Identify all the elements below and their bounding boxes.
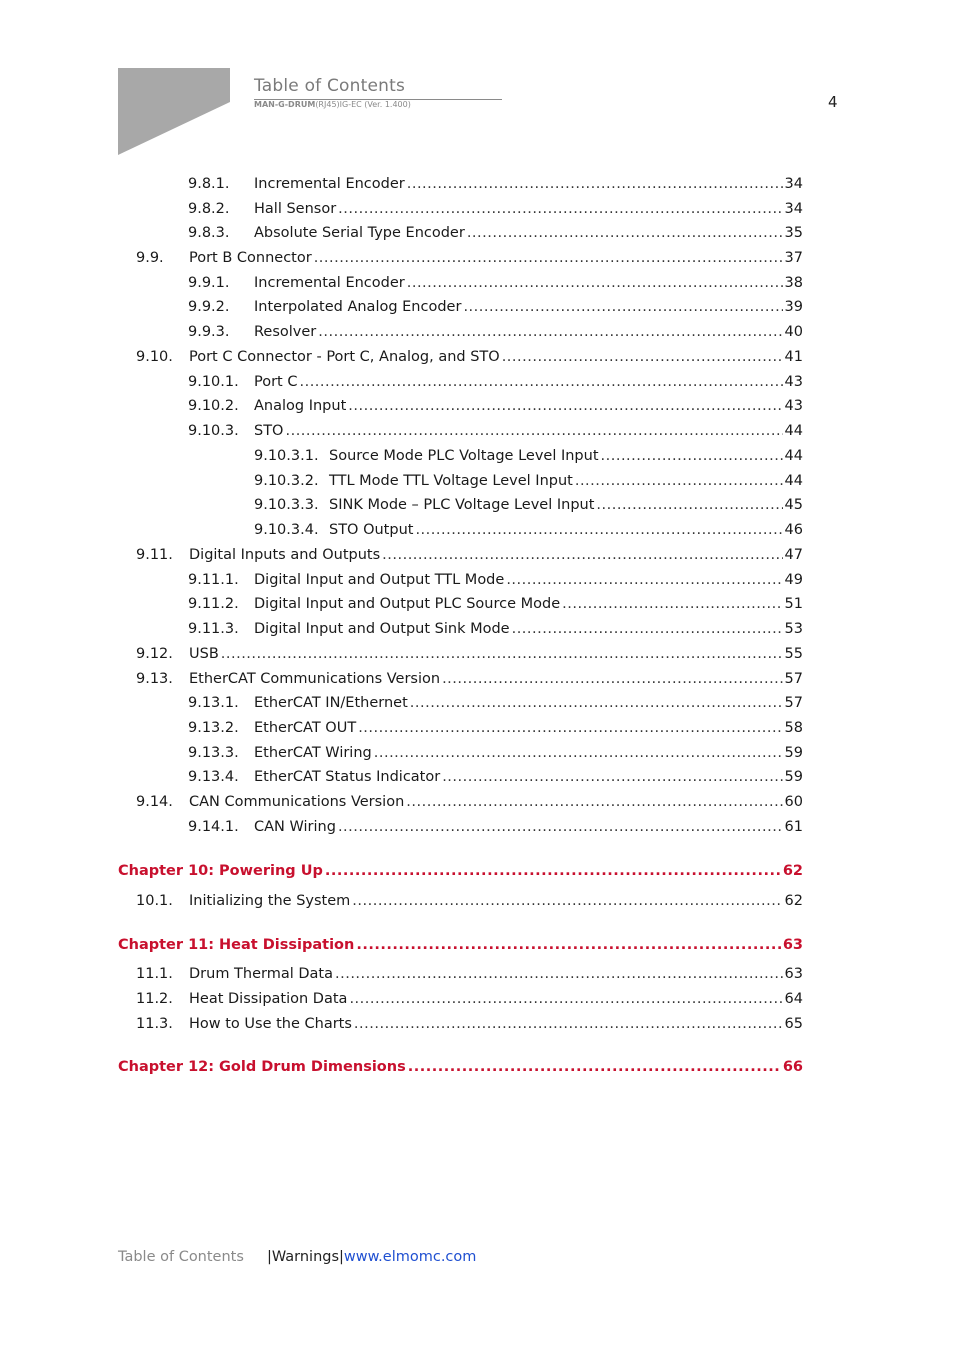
dot-leader	[338, 817, 783, 837]
toc-entry-label: Analog Input	[254, 398, 347, 414]
toc-entry-page: 59	[784, 745, 803, 761]
toc-entry-label: Digital Input and Output Sink Mode	[254, 621, 510, 637]
dot-leader	[406, 792, 782, 812]
dot-leader	[506, 570, 782, 590]
dot-leader	[407, 174, 783, 194]
toc-entry-number: 11.2.	[136, 991, 173, 1007]
toc-entry-number: 9.10.3.2.	[254, 473, 319, 489]
dot-leader	[348, 396, 782, 416]
toc-entry-page: 35	[784, 225, 803, 241]
toc-entry[interactable]	[136, 347, 803, 367]
dot-leader	[562, 594, 782, 614]
toc-entry-number: 9.13.	[136, 671, 173, 687]
toc-entry-label: Interpolated Analog Encoder	[254, 299, 462, 315]
toc-entry-label: Digital Inputs and Outputs	[189, 547, 381, 563]
toc-entry[interactable]	[188, 693, 803, 713]
dot-leader	[463, 297, 782, 317]
dot-leader	[349, 989, 782, 1009]
toc-entry-page: 62	[784, 893, 803, 909]
toc-entry-number: 9.8.1.	[188, 176, 230, 192]
toc-entry-page: 60	[784, 794, 803, 810]
dot-leader	[352, 891, 782, 911]
dot-leader	[502, 347, 783, 367]
dot-leader	[335, 964, 783, 984]
toc-entry-label: CAN Communications Version	[189, 794, 405, 810]
company-logo	[118, 68, 230, 155]
toc-entry-page: 37	[784, 250, 803, 266]
toc-entry-page: 44	[784, 423, 803, 439]
toc-entry-label: STO Output	[329, 522, 414, 538]
toc-entry-number: Chapter 12:	[118, 1059, 215, 1075]
toc-entry-label: SINK Mode – PLC Voltage Level Input	[329, 497, 595, 513]
toc-entry[interactable]	[188, 174, 803, 194]
dot-leader	[356, 935, 780, 955]
toc-entry-page: 64	[784, 991, 803, 1007]
dot-leader	[318, 322, 782, 342]
toc-entry-label: STO	[254, 423, 284, 439]
toc-entry-page: 45	[784, 497, 803, 513]
toc-chapter-entry[interactable]	[118, 935, 803, 955]
toc-entry[interactable]	[188, 817, 803, 837]
dot-leader	[442, 767, 782, 787]
toc-entry-label: CAN Wiring	[254, 819, 336, 835]
dot-leader	[408, 1057, 781, 1077]
toc-entry-page: 62	[782, 863, 803, 879]
toc-entry-label: Initializing the System	[189, 893, 351, 909]
page-number: 4	[828, 93, 838, 111]
toc-entry[interactable]	[254, 520, 803, 540]
toc-entry-number: 11.3.	[136, 1016, 173, 1032]
toc-entry-label: Port B Connector	[189, 250, 312, 266]
toc-entry-page: 53	[784, 621, 803, 637]
dot-leader	[221, 644, 783, 664]
toc-entry[interactable]	[188, 718, 803, 738]
header-doc-code	[254, 100, 411, 109]
toc-entry[interactable]	[188, 297, 803, 317]
toc-entry-number: Chapter 11:	[118, 937, 215, 953]
toc-entry[interactable]	[136, 248, 803, 268]
toc-entry-label: Heat Dissipation	[219, 937, 355, 953]
toc-entry-label: Powering Up	[219, 863, 323, 879]
toc-entry-label: Hall Sensor	[254, 201, 337, 217]
doc-code-bold: MAN-G-DRUM	[254, 100, 316, 109]
toc-entry-number: 9.12.	[136, 646, 173, 662]
toc-entry-number: 9.11.2.	[188, 596, 239, 612]
toc-entry-number: 9.10.2.	[188, 398, 239, 414]
toc-entry-number: 9.14.	[136, 794, 173, 810]
dot-leader	[467, 223, 783, 243]
toc-entry-page: 58	[784, 720, 803, 736]
toc-entry-number: 9.13.1.	[188, 695, 239, 711]
toc-entry[interactable]	[254, 495, 803, 515]
toc-entry-page: 44	[784, 473, 803, 489]
toc-entry-page: 59	[784, 769, 803, 785]
toc-entry-page: 61	[784, 819, 803, 835]
toc-entry-number: 10.1.	[136, 893, 173, 909]
dot-leader	[596, 495, 782, 515]
dot-leader	[374, 743, 783, 763]
footer-section: Table of Contents	[118, 1249, 244, 1265]
toc-entry[interactable]	[188, 619, 803, 639]
dot-leader	[314, 248, 783, 268]
toc-entry-label: Heat Dissipation Data	[189, 991, 348, 1007]
toc-entry[interactable]	[188, 570, 803, 590]
toc-entry[interactable]	[188, 199, 803, 219]
toc-entry-page: 46	[784, 522, 803, 538]
toc-entry[interactable]	[136, 669, 803, 689]
toc-entry-page: 40	[784, 324, 803, 340]
dot-leader	[575, 471, 783, 491]
toc-entry-number: 9.8.3.	[188, 225, 230, 241]
toc-entry-number: 9.14.1.	[188, 819, 239, 835]
toc-entry-number: 11.1.	[136, 966, 173, 982]
toc-entry-number: 9.13.2.	[188, 720, 239, 736]
toc-entry[interactable]	[188, 396, 803, 416]
toc-entry-label: Absolute Serial Type Encoder	[254, 225, 465, 241]
toc-entry-label: Incremental Encoder	[254, 176, 405, 192]
toc-entry-page: 39	[784, 299, 803, 315]
toc-entry-page: 43	[784, 398, 803, 414]
toc-entry[interactable]	[188, 767, 803, 787]
dot-leader	[601, 446, 783, 466]
toc-entry-label: Gold Drum Dimensions	[219, 1059, 406, 1075]
toc-entry-number: 9.9.1.	[188, 275, 230, 291]
toc-entry-label: EtherCAT Communications Version	[189, 671, 441, 687]
toc-entry-page: 63	[782, 937, 803, 953]
toc-entry[interactable]	[136, 792, 803, 812]
toc-entry-number: 9.11.	[136, 547, 173, 563]
toc-entry-page: 57	[784, 671, 803, 687]
toc-entry-page: 49	[784, 572, 803, 588]
dot-leader	[442, 669, 782, 689]
toc-chapter-entry[interactable]	[118, 861, 803, 881]
toc-entry-number: 9.10.3.1.	[254, 448, 319, 464]
toc-entry-page: 55	[784, 646, 803, 662]
toc-entry-label: Source Mode PLC Voltage Level Input	[329, 448, 599, 464]
toc-entry-number: 9.11.1.	[188, 572, 239, 588]
toc-entry-label: EtherCAT Wiring	[254, 745, 372, 761]
toc-entry-page: 34	[784, 201, 803, 217]
toc-entry[interactable]	[136, 891, 803, 911]
toc-entry-number: 9.10.1.	[188, 374, 239, 390]
toc-entry-page: 41	[784, 349, 803, 365]
toc-entry-page: 66	[782, 1059, 803, 1075]
toc-entry-label: EtherCAT Status Indicator	[254, 769, 441, 785]
dot-leader	[285, 421, 782, 441]
toc-entry[interactable]	[188, 372, 803, 392]
header-title: Table of Contents	[254, 76, 406, 96]
footer-separator: |	[266, 1249, 272, 1265]
toc-entry[interactable]	[188, 594, 803, 614]
toc-entry-page: 65	[784, 1016, 803, 1032]
dot-leader	[338, 199, 782, 219]
toc-entry-number: 9.8.2.	[188, 201, 230, 217]
dot-leader	[354, 1014, 783, 1034]
toc-entry-number: 9.10.3.	[188, 423, 239, 439]
toc-entry-label: EtherCAT IN/Ethernet	[254, 695, 408, 711]
toc-entry[interactable]	[254, 471, 803, 491]
doc-code-rest: (RJ45)IG-EC (Ver. 1.400)	[315, 100, 411, 109]
footer-separator: |	[339, 1249, 344, 1265]
toc-entry[interactable]	[188, 743, 803, 763]
toc-entry-label: Digital Input and Output PLC Source Mode	[254, 596, 561, 612]
toc-entry[interactable]	[188, 223, 803, 243]
toc-entry-page: 43	[784, 374, 803, 390]
toc-entry-label: EtherCAT OUT	[254, 720, 357, 736]
toc-entry-label: Digital Input and Output TTL Mode	[254, 572, 505, 588]
toc-entry-number: 9.10.	[136, 349, 173, 365]
toc-entry-label: How to Use the Charts	[189, 1016, 352, 1032]
toc-entry-label: USB	[189, 646, 219, 662]
toc-entry-number: 9.10.3.3.	[254, 497, 319, 513]
toc-entry-page: 63	[784, 966, 803, 982]
toc-entry-number: 9.9.2.	[188, 299, 230, 315]
toc-entry-page: 57	[784, 695, 803, 711]
toc-entry-label: Port C Connector - Port C, Analog, and STO	[189, 349, 500, 365]
toc-entry[interactable]	[136, 989, 803, 1009]
toc-entry-label: Port C	[254, 374, 298, 390]
toc-entry-label: Resolver	[254, 324, 317, 340]
dot-leader	[325, 861, 781, 881]
dot-leader	[512, 619, 783, 639]
dot-leader	[382, 545, 782, 565]
toc-entry[interactable]	[188, 273, 803, 293]
toc-entry[interactable]	[136, 545, 803, 565]
toc-entry-label: Incremental Encoder	[254, 275, 405, 291]
dot-leader	[299, 372, 782, 392]
dot-leader	[410, 693, 783, 713]
toc-entry-number: 9.10.3.4.	[254, 522, 319, 538]
footer	[118, 1249, 476, 1265]
toc-entry-number: Chapter 10:	[118, 863, 215, 879]
toc-entry-number: 9.9.3.	[188, 324, 230, 340]
footer-warnings-link[interactable]: Warnings	[271, 1249, 340, 1265]
toc-entry-label: TTL Mode TTL Voltage Level Input	[329, 473, 573, 489]
toc-entry-page: 47	[784, 547, 803, 563]
dot-leader	[415, 520, 782, 540]
toc-chapter-entry[interactable]	[118, 1057, 803, 1077]
toc-entry-number: 9.9.	[136, 250, 164, 266]
toc-entry-number: 9.13.3.	[188, 745, 239, 761]
toc-entry-page: 51	[784, 596, 803, 612]
footer-website-link[interactable]: www.elmomc.com	[343, 1249, 477, 1265]
toc-entry-number: 9.11.3.	[188, 621, 239, 637]
dot-leader	[407, 273, 783, 293]
toc-entry[interactable]	[136, 1014, 803, 1034]
toc-entry[interactable]	[254, 446, 803, 466]
toc-entry[interactable]	[136, 644, 803, 664]
toc-entry[interactable]	[188, 322, 803, 342]
toc-entry[interactable]	[136, 964, 803, 984]
toc-entry-page: 38	[784, 275, 803, 291]
dot-leader	[358, 718, 782, 738]
toc-entry-number: 9.13.4.	[188, 769, 239, 785]
toc-entry-page: 44	[784, 448, 803, 464]
toc-entry[interactable]	[188, 421, 803, 441]
toc-entry-label: Drum Thermal Data	[189, 966, 333, 982]
toc-entry-page: 34	[784, 176, 803, 192]
